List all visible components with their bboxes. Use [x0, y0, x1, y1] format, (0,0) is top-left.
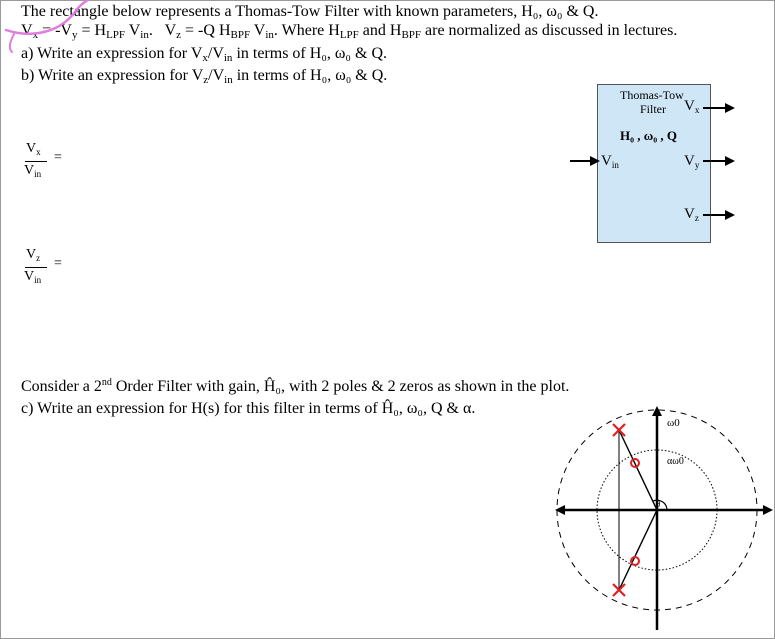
problem-line-2: $V_x = -V_y = H_{LPF}$ $V_{in}$. $V_z = -Q$ $H_{BPF}$ $V_{in}$. Where $H_{LPF}$ and $H_{BPF}$ are normalized as discussed in lectures. — [21, 22, 678, 41]
filter-params: H₀ , ω₀ , Q — [620, 128, 678, 143]
label-theta: θ — [656, 499, 661, 509]
part-b-question: b) Write an expression for $V_z/V_{in}$ in terms of H₀, ω₀ & Q. — [21, 67, 388, 86]
input-vin-label: $V_{in}$ — [601, 153, 619, 170]
real-axis-right-arrow — [763, 505, 773, 515]
part-c-question: c) Write an expression for H(s) for this filter in terms of Ĥ₀, ω₀, Q & α. — [21, 400, 476, 417]
radius-to-lower-pole — [619, 510, 657, 590]
problem-line-1: The rectangle below represents a Thomas-Tow Filter with known parameters, H₀, ω₀ & Q. — [21, 3, 599, 20]
output-vx-label: $V_x$ — [684, 98, 700, 115]
part-2-line-1: Consider a 2nd Order Filter with gain, Ĥ₀, with 2 poles & 2 zeros as shown in the plot. — [21, 377, 570, 395]
imag-axis-top-arrow — [652, 406, 662, 416]
output-vy-label: $V_y$ — [684, 153, 700, 170]
output-vz-arrow — [703, 214, 733, 216]
filter-title-1: Thomas-Tow — [620, 88, 684, 102]
pen-annotation — [0, 0, 120, 60]
label-alpha-w0: αω0 — [667, 456, 684, 467]
label-w0: ω0 — [667, 417, 680, 429]
pole-zero-plot — [555, 406, 773, 634]
output-vz-label: $V_z$ — [684, 206, 699, 223]
part-a-question: a) Write an expression for $V_x/V_{in}$ in terms of H₀, ω₀ & Q. — [21, 45, 387, 64]
output-vx-arrow — [703, 107, 733, 109]
radius-to-upper-pole — [619, 430, 657, 510]
output-vy-arrow — [703, 160, 733, 162]
input-vin-arrow — [570, 160, 598, 162]
real-axis-left-arrow — [555, 505, 565, 515]
filter-title-2: Filter — [640, 102, 666, 116]
thomas-tow-filter-block — [597, 84, 711, 243]
